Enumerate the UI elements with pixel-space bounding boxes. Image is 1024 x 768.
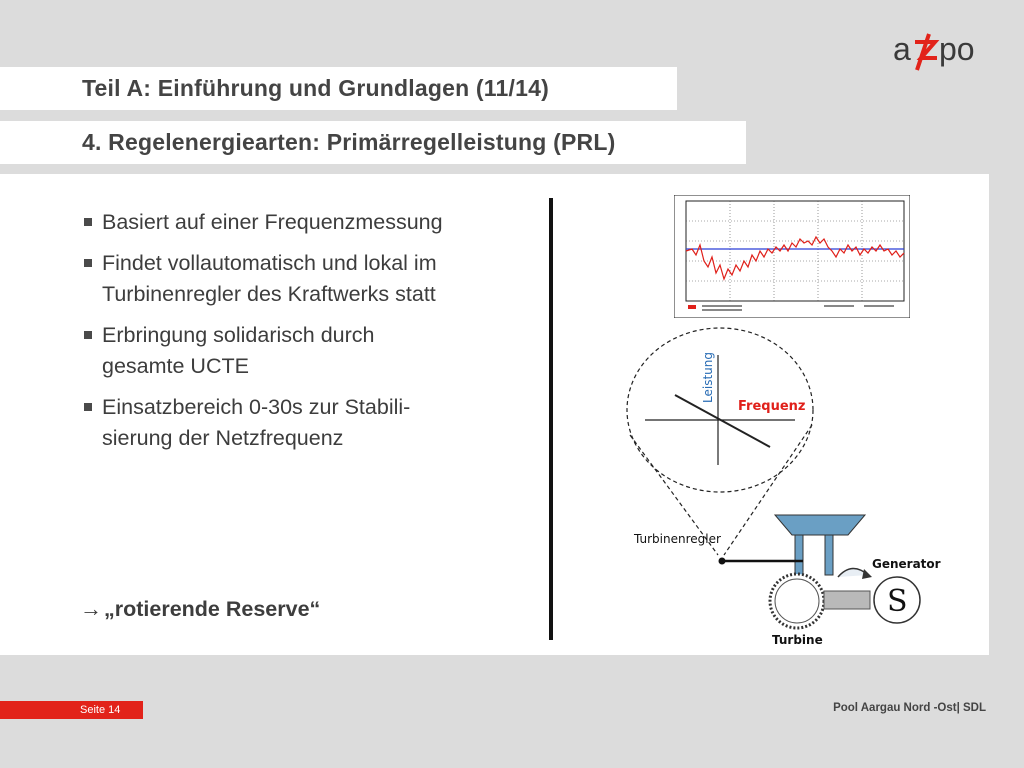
logo-letters-po: po <box>939 31 975 67</box>
chart-plot-area <box>686 201 904 301</box>
bullet-item <box>80 248 530 310</box>
bullet-item <box>80 392 530 454</box>
turbine-controller-diagram <box>600 325 960 655</box>
controller-funnel <box>775 515 865 535</box>
slide-title <box>0 67 677 110</box>
conclusion-text: „rotierende Reserve“ <box>104 596 321 621</box>
bullet-list <box>80 207 530 464</box>
bullet-item <box>80 207 530 238</box>
slide-subtitle <box>0 121 746 164</box>
conclusion <box>80 596 320 622</box>
slide-subtitle-text: 4. Regelenergiearten: Primärregelleistung (PRL) <box>82 129 616 155</box>
turbine-label: Turbine <box>772 633 823 647</box>
shaft <box>824 591 870 609</box>
slide-title-text: Teil A: Einführung und Grundlagen (11/14) <box>82 75 549 101</box>
controller-stem-right <box>825 535 833 575</box>
axpo-logo <box>893 28 993 76</box>
bullet-square-icon <box>84 259 92 267</box>
bullet-text: Erbringung solidarisch durch gesamte UCTE <box>102 323 375 378</box>
logo-x-mark <box>915 34 937 70</box>
bullet-text: Einsatzbereich 0-30s zur Stabili- sierung der Netzfrequenz <box>102 395 411 450</box>
controller-pivot <box>719 558 726 565</box>
generator-symbol: S <box>887 584 908 619</box>
footer-red-bar <box>0 701 143 719</box>
page-number: Seite 14 <box>80 704 121 716</box>
x-axis-label: Frequenz <box>738 399 806 414</box>
bullet-text: Findet vollautomatisch und lokal im Turbinenregler des Kraftwerks statt <box>102 251 437 306</box>
controller-stem-left <box>795 535 803 575</box>
turbine-gear-inner <box>775 579 819 623</box>
generator-label: Generator <box>872 557 941 571</box>
y-axis-label: Leistung <box>701 352 715 403</box>
bullet-item <box>80 320 530 382</box>
logo-letter-a: a <box>893 31 911 67</box>
frequency-measurement-chart <box>674 195 910 318</box>
bullet-square-icon <box>84 403 92 411</box>
right-arrow-icon: → <box>80 596 102 621</box>
bullet-text: Basiert auf einer Frequenzmessung <box>102 210 443 234</box>
footer-source: Pool Aargau Nord -Ost| SDL <box>833 702 986 714</box>
bullet-square-icon <box>84 218 92 226</box>
rotation-arrowhead <box>862 569 872 579</box>
bullet-square-icon <box>84 331 92 339</box>
vertical-divider <box>549 198 553 640</box>
controller-label: Turbinenregler <box>634 532 721 546</box>
